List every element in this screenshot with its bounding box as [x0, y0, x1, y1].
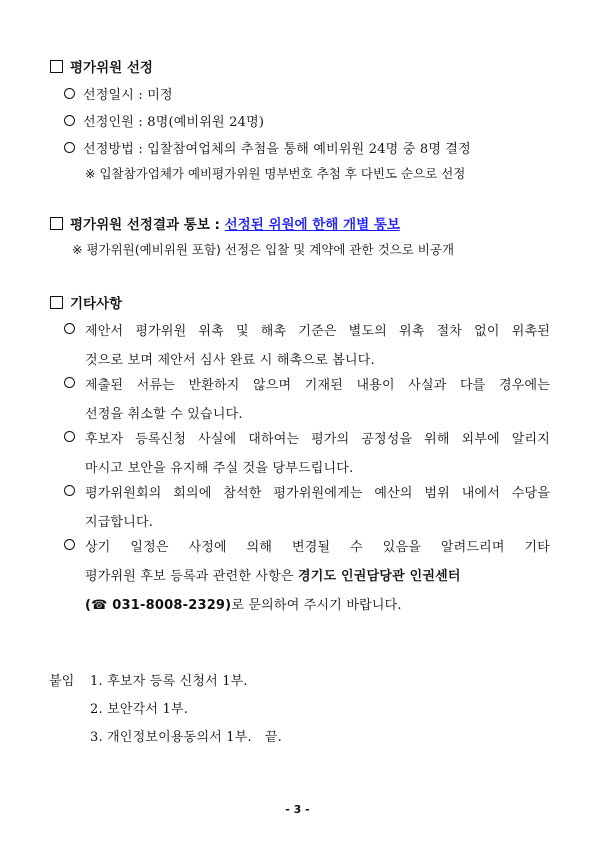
list-item-text: 선정방법 : 입찰참여업체의 추첨을 통해 예비위원 24명 중 8명 결정	[83, 142, 471, 157]
list-item-line: 제안서 평가위원 위촉 및 해촉 기준은 별도의 위촉 절차 없이 위촉된	[85, 324, 550, 339]
section-title: 평가위원 선정결과 통보 :	[70, 217, 220, 233]
page-number: - 3 -	[285, 803, 310, 816]
attachment-label: 붙임	[49, 674, 75, 689]
section-title: 기타사항	[70, 296, 123, 312]
circle-bullet-icon	[64, 431, 75, 442]
list-item	[64, 138, 471, 157]
circle-bullet-icon	[64, 115, 75, 126]
circle-bullet-icon	[64, 485, 75, 496]
list-item	[64, 374, 550, 422]
list-item	[64, 482, 550, 530]
section-heading-other-matters	[50, 292, 122, 312]
contact-suffix: 로 문의하여 주시기 바랍니다.	[231, 598, 402, 613]
attachment-item: 1. 후보자 등록 신청서 1부.	[90, 674, 248, 689]
attachment-item: 2. 보안각서 1부.	[90, 702, 189, 717]
section-title: 평가위원 선정	[70, 60, 153, 76]
attachment-item: 3. 개인정보이용동의서 1부. 끝.	[90, 730, 282, 745]
list-item-line: 선정을 취소할 수 있습니다.	[85, 407, 243, 422]
contact-phone[interactable]: 031-8008-2329)	[107, 598, 232, 613]
circle-bullet-icon	[64, 88, 75, 99]
circle-bullet-icon	[64, 539, 75, 550]
section-heading-selection-result	[50, 213, 400, 233]
checkbox-square-icon	[50, 296, 63, 309]
list-item	[64, 84, 173, 103]
list-item	[64, 320, 550, 368]
list-item-line: 마시고 보안을 유지해 주실 것을 당부드립니다.	[85, 461, 354, 476]
circle-bullet-icon	[64, 323, 75, 334]
list-item-line: 상기 일정은 사정에 의해 변경될 수 있음을 알려드리며 기타	[85, 540, 550, 555]
circle-bullet-icon	[64, 142, 75, 153]
list-item-text: 선정일시 : 미정	[83, 88, 173, 103]
list-item	[64, 111, 264, 130]
note-text: ※ 입찰참가업체가 예비평가위원 명부번호 추첨 후 다빈도 순으로 선정	[85, 166, 466, 181]
checkbox-square-icon	[50, 60, 63, 73]
list-item-text: 선정인원 : 8명(예비위원 24명)	[83, 115, 265, 130]
list-item-line: (☎ 031-8008-2329)로 문의하여 주시기 바랍니다.	[85, 598, 402, 613]
contact-prefix: 평가위원 후보 등록과 관련한 사항은	[85, 569, 299, 584]
list-item-line: 제출된 서류는 반환하지 않으며 기재된 내용이 사실과 다를 경우에는	[85, 378, 550, 393]
note-text: ※ 평가위원(예비위원 포함) 선정은 입찰 및 계약에 관한 것으로 비공개	[72, 242, 455, 257]
list-item-contact	[64, 536, 550, 613]
list-item	[64, 428, 550, 476]
circle-bullet-icon	[64, 377, 75, 388]
list-item-line	[85, 565, 550, 584]
checkbox-square-icon	[50, 217, 63, 230]
list-item-line: 후보자 등록신청 사실에 대하여는 평가의 공정성을 위해 외부에 알리지	[85, 432, 550, 447]
list-item-line: 것으로 보며 제안서 심사 완료 시 해촉으로 봅니다.	[85, 353, 375, 368]
list-item-line: 지급합니다.	[85, 515, 154, 530]
section-heading-evaluator-selection	[50, 56, 153, 76]
notice-link[interactable]: 선정된 위원에 한해 개별 통보	[224, 217, 400, 233]
phone-icon: ☎	[91, 598, 108, 613]
contact-organization: 경기도 인권담당관 인권센터	[298, 569, 461, 584]
list-item-line: 평가위원회의 회의에 참석한 평가위원에게는 예산의 범위 내에서 수당을	[85, 486, 550, 501]
